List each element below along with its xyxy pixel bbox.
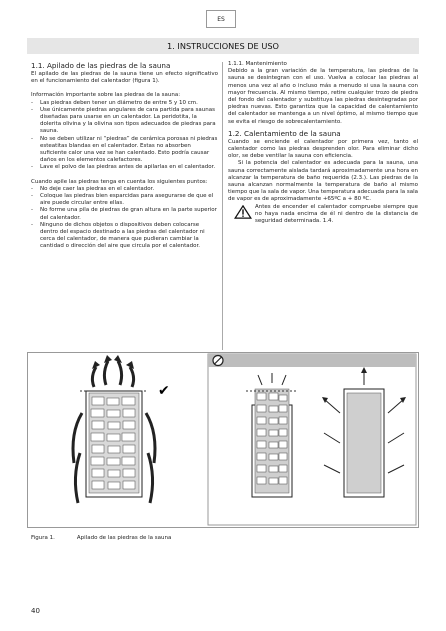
maintenance-text: Debido a la gran variación de la temperatura, las piedras de la sauna se desintegran con el uso. Vuelva a colocar las piedras al menos una vez al año o incluso más a menudo si usa la sauna con mayor frecuencia. Al mismo tiempo, retire cualquier trozo de piedra del fondo del calentador y substituya las piedras desintegradas por piedras nuevas. Esto garantiza que la capacidad de calentamiento del calentador se mantenga a un nivel óptimo, al mismo tiempo que se evita el riesgo de sobrecalentamiento. [228, 68, 418, 125]
page-number: 40 [31, 607, 40, 615]
stacking-intro: El apilado de las piedras de la sauna tiene un efecto significativo en el funcionamiento del calentador (figura 1). [31, 71, 218, 85]
incorrect-examples-panel [208, 354, 416, 525]
warning-icon [234, 205, 252, 219]
points-title: Cuando apile las piedras tenga en cuenta los siguientes puntos: [31, 178, 208, 185]
heating-paragraph-2: Si la potencia del calentador es adecuada para la sauna, una sauna correctamente aislada tardará aproximadamente una hora en alcanzar la temperatura de baño requerida (2.3.). Las piedras de la sauna alcanzan normalmente la temperatura de baño al mismo tiempo que la sala de vapor. Una temperatura adecuada para la sala de vapor es de aproximadamente +65ºC a + 80 ºC. [228, 160, 418, 203]
list-item: - No forme una pila de piedras de gran altura en la parte superior del calentador. [31, 207, 218, 221]
left-column [31, 61, 218, 251]
list-item: - Coloque las piedras bien esparcidas para asegurarse de que el aire puede circular entre ellas. [31, 193, 218, 207]
warning-block [228, 204, 418, 226]
list-item: - No se deben utilizar ni “piedras” de cerámica porosas ni piedras esteatitas blandas en el calentador. Estas no absorben suficiente calor una vez se han calentado. Esto podría causar daños en los elementos calefactores. [31, 136, 218, 165]
list-item: - Lave el polvo de las piedras antes de apilarlas en el calentador. [31, 164, 218, 171]
info-title: Información importante sobre las piedras de la sauna: [31, 92, 181, 99]
list-item: - Ninguno de dichos objetos o dispositivos deben colocarse dentro del espacio destinado a las piedras del calentador ni cerca del calentador, de manera que pudieran cambiar la cantidad o dirección del aire que circula por el calentador. [31, 222, 218, 251]
figure-label: Figura 1. [31, 535, 55, 541]
heating-paragraph-1: Cuando se enciende el calentador por primera vez, tanto el calentador como las piedras desprenden olor. Para eliminar dicho olor, se debe ventilar la sauna con eficiencia. [228, 138, 418, 160]
stacking-illustration [28, 353, 418, 527]
figure-1 [27, 352, 419, 528]
info-list [31, 100, 218, 172]
heater-correct [73, 355, 170, 503]
section-title: 1. INSTRUCCIONES DE USO [27, 38, 419, 54]
heating-heading: 1.2. Calentamiento de la sauna [228, 128, 341, 138]
right-column [228, 61, 418, 225]
figure-caption [31, 535, 171, 541]
warning-text: Antes de encender el calentador compruebe siempre que no haya nada encima de él ni dentro de la distancia de seguridad determinada. 1.4. [255, 203, 418, 225]
points-list [31, 186, 218, 251]
list-item: - No deje caer las piedras en el calentador. [31, 186, 218, 193]
prohibited-icon [213, 356, 223, 366]
figure-caption-text: Apilado de las piedras de la sauna [76, 535, 172, 541]
list-item: - Las piedras deben tener un diámetro de entre 5 y 10 cm. [31, 100, 218, 107]
stacking-heading: 1.1. Apilado de las piedras de la sauna [31, 61, 171, 70]
list-item: - Use únicamente piedras angulares de cara partida para saunas diseñadas para usarse en un calentador. La peridotita, la dolerita olivina y la olivina son tipos adecuados de piedras para sauna. [31, 107, 218, 136]
maintenance-heading: 1.1.1. Mantenimiento [228, 61, 287, 67]
language-tab: ES [206, 10, 236, 28]
column-divider [222, 62, 223, 350]
checkmark-icon: ✔ [158, 383, 170, 399]
